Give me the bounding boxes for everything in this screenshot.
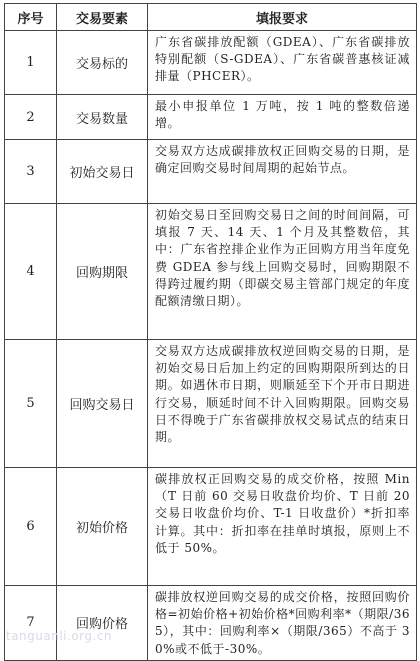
row-requirement: 最小申报单位 1 万吨，按 1 吨的整数倍递增。 [148,95,417,140]
row-element: 交易数量 [57,95,148,140]
row-element: 回购价格 [57,586,148,661]
row-number: 5 [5,340,57,468]
watermark: tanguanli.org.cn [6,629,113,643]
row-element: 初始价格 [57,468,148,586]
row-number: 6 [5,468,57,586]
table-row [5,140,417,204]
row-requirement: 广东省碳排放配额（GDEA）、广东省碳排放特别配额（S-GDEA）、广东省碳普惠核证减排量（PHCER）。 [148,31,417,95]
row-element: 交易标的 [57,31,148,95]
row-number: 7 [5,586,57,661]
row-requirement: 初始交易日至回购交易日之间的时间间隔，可填报 7 天、14 天、1 个月及其整数倍，其中：广东省控排企业作为正回购方用当年度免费 GDEA 参与线上回购交易时，回购期限不得跨过履约期（即碳交易主管部门规定的年度配额清缴日期）。 [148,204,417,340]
row-requirement: 碳排放权逆回购交易的成交价格，按照回购价格=初始价格+初始价格*回购利率*（期限/365），其中：回购利率×（期限/365）不高于 30%或不低于-30%。 [148,586,417,661]
row-requirement: 碳排放权正回购交易的成交价格，按照 Min（T 日前 60 交易日收盘价均价、T 日前 20 交易日收盘价均价、T-1 日收盘价）*折扣率计算。其中：折扣率在挂单时填报，原则上不低于 50%。 [148,468,417,586]
row-number: 1 [5,31,57,95]
row-element: 回购期限 [57,204,148,340]
row-number: 4 [5,204,57,340]
table-row [5,340,417,468]
header-trading-element: 交易要素 [57,4,148,31]
trading-elements-table [4,3,417,661]
row-requirement: 交易双方达成碳排放权正回购交易的日期，是确定回购交易时间周期的起始节点。 [148,140,417,204]
header-filling-requirement: 填报要求 [148,4,417,31]
table-row [5,468,417,586]
table-row [5,31,417,95]
table-row [5,95,417,140]
row-number: 3 [5,140,57,204]
row-element: 回购交易日 [57,340,148,468]
table-header-row [5,4,417,31]
table-row [5,204,417,340]
row-number: 2 [5,95,57,140]
table-row [5,586,417,661]
row-requirement: 交易双方达成碳排放权逆回购交易的日期，是初始交易日后加上约定的回购期限所到达的日期。如遇休市日期，则顺延至下个开市日期进行交易，顺延时间不计入回购期限。回购交易日不得晚于广东省碳排放权交易试点的结束日期。 [148,340,417,468]
row-element: 初始交易日 [57,140,148,204]
header-serial-number: 序号 [5,4,57,31]
